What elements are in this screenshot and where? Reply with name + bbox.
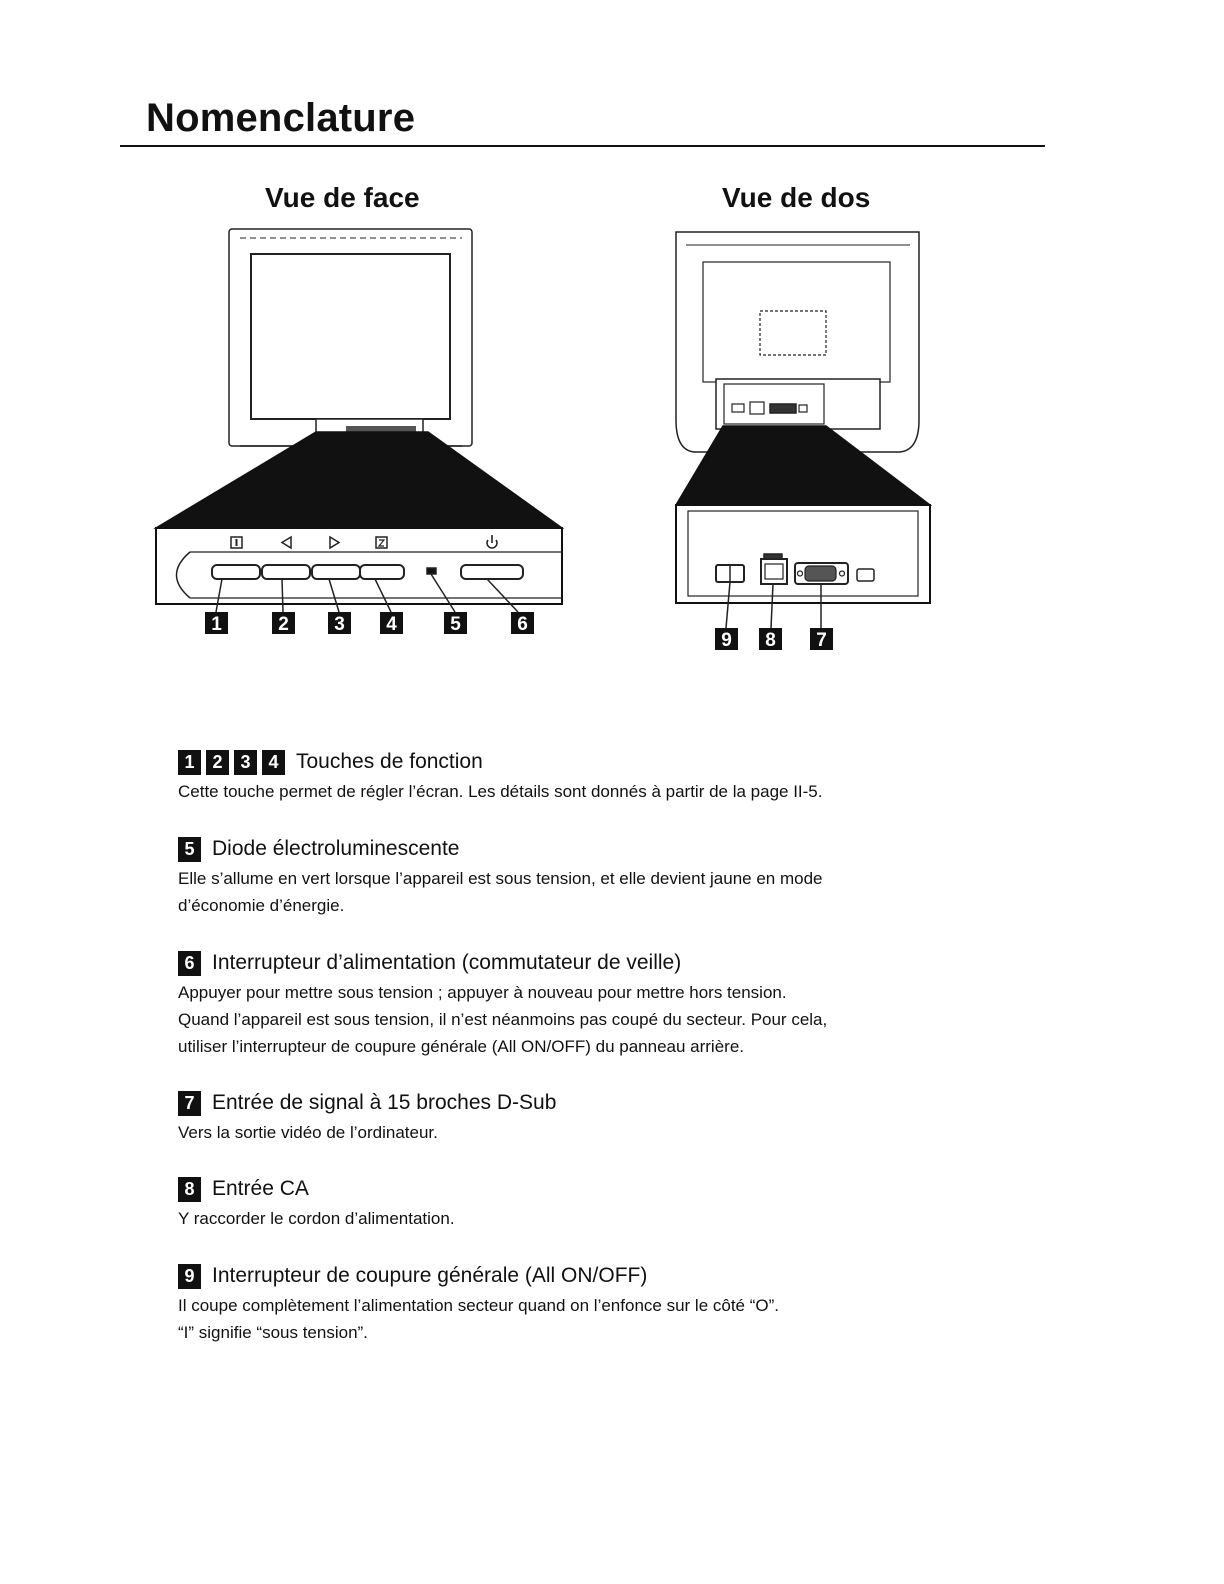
callout-label-2: 2 <box>278 614 289 635</box>
item-description: Il coupe complètement l’alimentation secteur quand on l’enfonce sur le côté “O”. “I” signifie “sous tension”. <box>178 1296 779 1342</box>
item-badge: 8 <box>178 1177 201 1202</box>
item-list <box>178 748 1078 1346</box>
item-heading: Entrée CA <box>212 1177 309 1200</box>
callout-label-6: 6 <box>517 614 528 635</box>
monitor-bezel <box>229 229 472 446</box>
monitor-illustration <box>0 0 1224 720</box>
item-description: Appuyer pour mettre sous tension ; appuyer à nouveau pour mettre hors tension. Quand l’appareil est sous tension, il n’est néanmoins pas coupé du secteur. Pour cela, utiliser l’interrupteur de coupure générale (All ON/OFF) du panneau arrière. <box>178 983 828 1056</box>
list-item <box>178 1089 1078 1175</box>
item-description: Elle s’allume en vert lorsque l’appareil est sous tension, et elle devient jaune en mode d’économie d’énergie. <box>178 869 823 915</box>
rear-panel-enlarged <box>676 505 930 603</box>
callout-label-9: 9 <box>721 630 732 651</box>
back-view-illustration <box>676 232 930 628</box>
item-badge: 6 <box>178 951 201 976</box>
callout-label-1: 1 <box>211 614 222 635</box>
item-heading: Diode électroluminescente <box>212 837 460 860</box>
zoom-funnel <box>156 432 562 528</box>
item-badge: 9 <box>178 1264 201 1289</box>
item-badge: 7 <box>178 1091 201 1116</box>
item-description: Vers la sortie vidéo de l’ordinateur. <box>178 1123 438 1142</box>
list-item <box>178 835 1078 949</box>
list-item <box>178 748 1078 835</box>
list-item <box>178 949 1078 1089</box>
back-view-title: Vue de dos <box>722 182 871 213</box>
rear-label-area <box>760 311 826 355</box>
item-badge: 5 <box>178 837 201 862</box>
item-badge: 4 <box>262 750 285 775</box>
list-item <box>178 1262 1078 1346</box>
list-item <box>178 1175 1078 1262</box>
monitor-screen <box>251 254 450 419</box>
front-view-illustration <box>156 229 562 612</box>
callout-label-3: 3 <box>334 614 345 635</box>
item-heading: Interrupteur d’alimentation (commutateur de veille) <box>212 951 682 974</box>
back-callouts <box>715 628 833 651</box>
item-heading: Touches de fonction <box>296 750 483 773</box>
item-description: Y raccorder le cordon d’alimentation. <box>178 1209 455 1228</box>
callout-label-5: 5 <box>450 614 461 635</box>
led-indicator <box>427 568 436 574</box>
item-heading: Interrupteur de coupure générale (All ON/OFF) <box>212 1264 648 1287</box>
callout-label-7: 7 <box>816 630 827 651</box>
front-callouts <box>205 612 534 635</box>
callout-label-4: 4 <box>386 614 397 635</box>
page-title: Nomenclature <box>146 96 416 140</box>
callout-label-8: 8 <box>765 630 776 651</box>
item-description: Cette touche permet de régler l’écran. Les détails sont donnés à partir de la page II-5. <box>178 782 823 801</box>
rear-zoom-funnel <box>676 426 930 505</box>
item-badge: 1 <box>178 750 201 775</box>
item-heading: Entrée de signal à 15 broches D-Sub <box>212 1091 557 1114</box>
item-badge: 2 <box>206 750 229 775</box>
front-view-title: Vue de face <box>265 182 420 213</box>
item-badge: 3 <box>234 750 257 775</box>
